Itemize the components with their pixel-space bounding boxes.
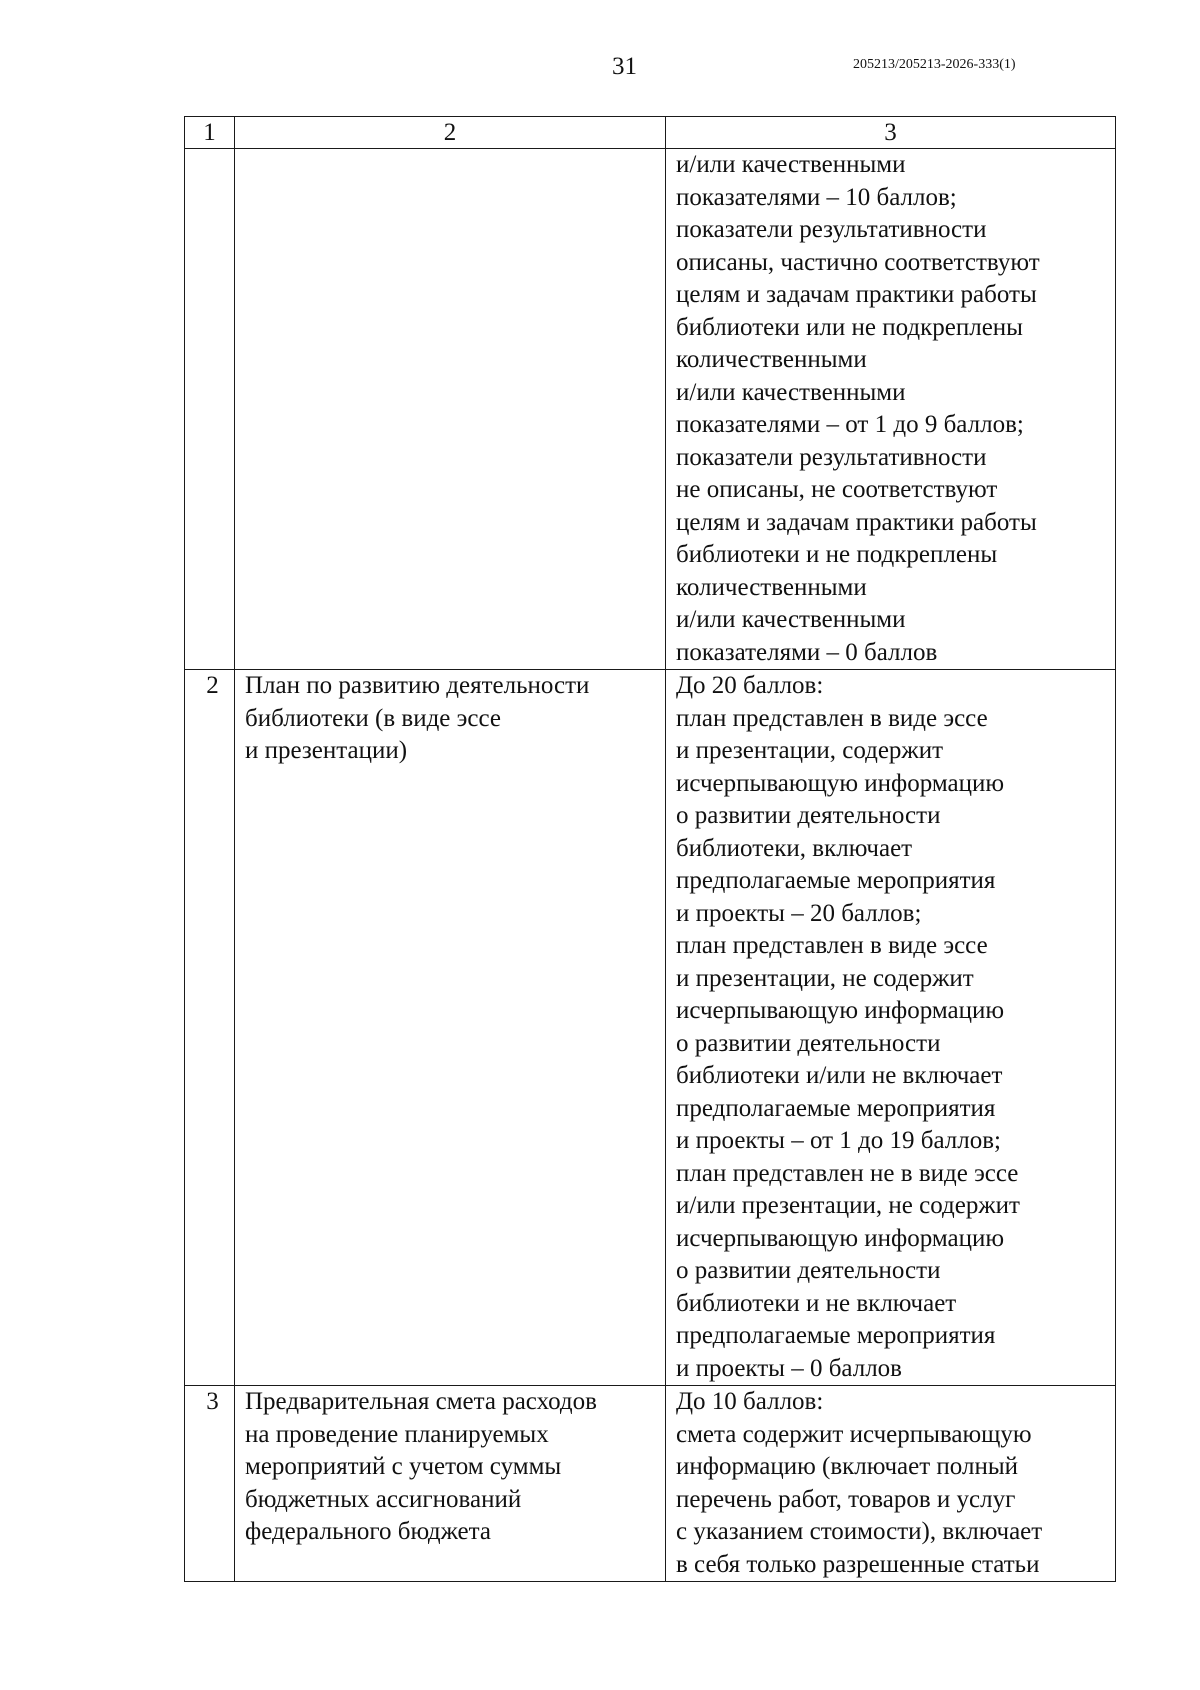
score-line: До 10 баллов: (676, 1388, 824, 1415)
score-line: не описаны, не соответствуют (676, 476, 998, 503)
score-line: библиотеки и не включает (676, 1289, 957, 1317)
score-line: о развитии деятельности (676, 802, 941, 829)
score-line: предполагаемые мероприятия (676, 1322, 996, 1349)
table-body (185, 149, 1116, 1582)
score-line: и проекты – 20 баллов; (676, 899, 922, 927)
score-line: библиотеки или не подкреплены (676, 313, 1023, 341)
score-line: о развитии деятельности (676, 1029, 941, 1057)
criterion-line: мероприятий с учетом суммы (245, 1453, 562, 1480)
score-line: перечень работ, товаров и услуг (676, 1485, 1016, 1513)
score-line: и/или качественными (676, 378, 906, 406)
score-cell (666, 1386, 1116, 1582)
criterion-line: и презентации) (245, 737, 408, 764)
criterion-line: План по развитию деятельности (245, 672, 590, 699)
score-line: количественными (676, 346, 867, 373)
score-line: смета содержит исчерпывающую (676, 1420, 1032, 1448)
score-line: показатели результативности (676, 443, 987, 471)
score-cell (666, 149, 1116, 670)
score-line: и презентации, содержит (676, 737, 943, 764)
row-number (185, 149, 235, 670)
criterion-line: федерального бюджета (245, 1518, 491, 1545)
score-line: показателями – от 1 до 9 баллов; (676, 411, 1024, 438)
criterion-cell (235, 1386, 666, 1582)
criterion-line: бюджетных ассигнований (245, 1485, 522, 1513)
table-row (185, 670, 1116, 1386)
score-line: и презентации, не содержит (676, 964, 974, 992)
criterion-line: Предварительная смета расходов (245, 1388, 597, 1415)
score-line: о развитии деятельности (676, 1257, 941, 1284)
criterion-cell (235, 670, 666, 1386)
score-line: план представлен не в виде эссе (676, 1159, 1019, 1187)
row-number: 2 (185, 670, 235, 1386)
score-line: До 20 баллов: (676, 672, 824, 699)
score-line: с указанием стоимости), включает (676, 1518, 1043, 1545)
criteria-table (184, 116, 1116, 1582)
table-row (185, 149, 1116, 670)
score-line: целям и задачам практики работы (676, 508, 1037, 536)
column-header-1: 1 (185, 117, 235, 149)
score-line: план представлен в виде эссе (676, 932, 988, 959)
score-line: показателями – 0 баллов (676, 638, 938, 666)
score-line: и/или качественными (676, 606, 906, 633)
table-row (185, 1386, 1116, 1582)
table-header-row (185, 117, 1116, 149)
row-number: 3 (185, 1386, 235, 1582)
score-line: библиотеки и не подкреплены (676, 541, 998, 568)
score-line: количественными (676, 573, 867, 601)
score-line: в себя только разрешенные статьи (676, 1550, 1040, 1578)
score-line: показателями – 10 баллов; (676, 183, 957, 211)
criterion-line: библиотеки (в виде эссе (245, 704, 501, 732)
score-line: и/или качественными (676, 151, 906, 178)
page-number: 31 (612, 53, 637, 80)
score-line: информацию (включает полный (676, 1453, 1019, 1480)
score-line: и/или презентации, не содержит (676, 1192, 1020, 1219)
score-cell (666, 670, 1116, 1386)
score-line: и проекты – от 1 до 19 баллов; (676, 1127, 1001, 1154)
document-code: 205213/205213-2026-333(1) (853, 57, 1016, 72)
score-line: целям и задачам практики работы (676, 281, 1037, 308)
score-line: исчерпывающую информацию (676, 769, 1005, 797)
score-line: библиотеки, включает (676, 834, 913, 862)
column-header-3: 3 (666, 117, 1116, 149)
score-line: исчерпывающую информацию (676, 997, 1005, 1024)
score-line: предполагаемые мероприятия (676, 1094, 996, 1122)
score-line: предполагаемые мероприятия (676, 867, 996, 894)
score-line: план представлен в виде эссе (676, 704, 988, 732)
score-line: библиотеки и/или не включает (676, 1062, 1003, 1089)
criterion-line: на проведение планируемых (245, 1420, 549, 1448)
column-header-2: 2 (235, 117, 666, 149)
criterion-cell (235, 149, 666, 670)
score-line: исчерпывающую информацию (676, 1224, 1005, 1252)
score-line: и проекты – 0 баллов (676, 1354, 902, 1382)
score-line: описаны, частично соответствуют (676, 248, 1040, 276)
score-line: показатели результативности (676, 216, 987, 243)
